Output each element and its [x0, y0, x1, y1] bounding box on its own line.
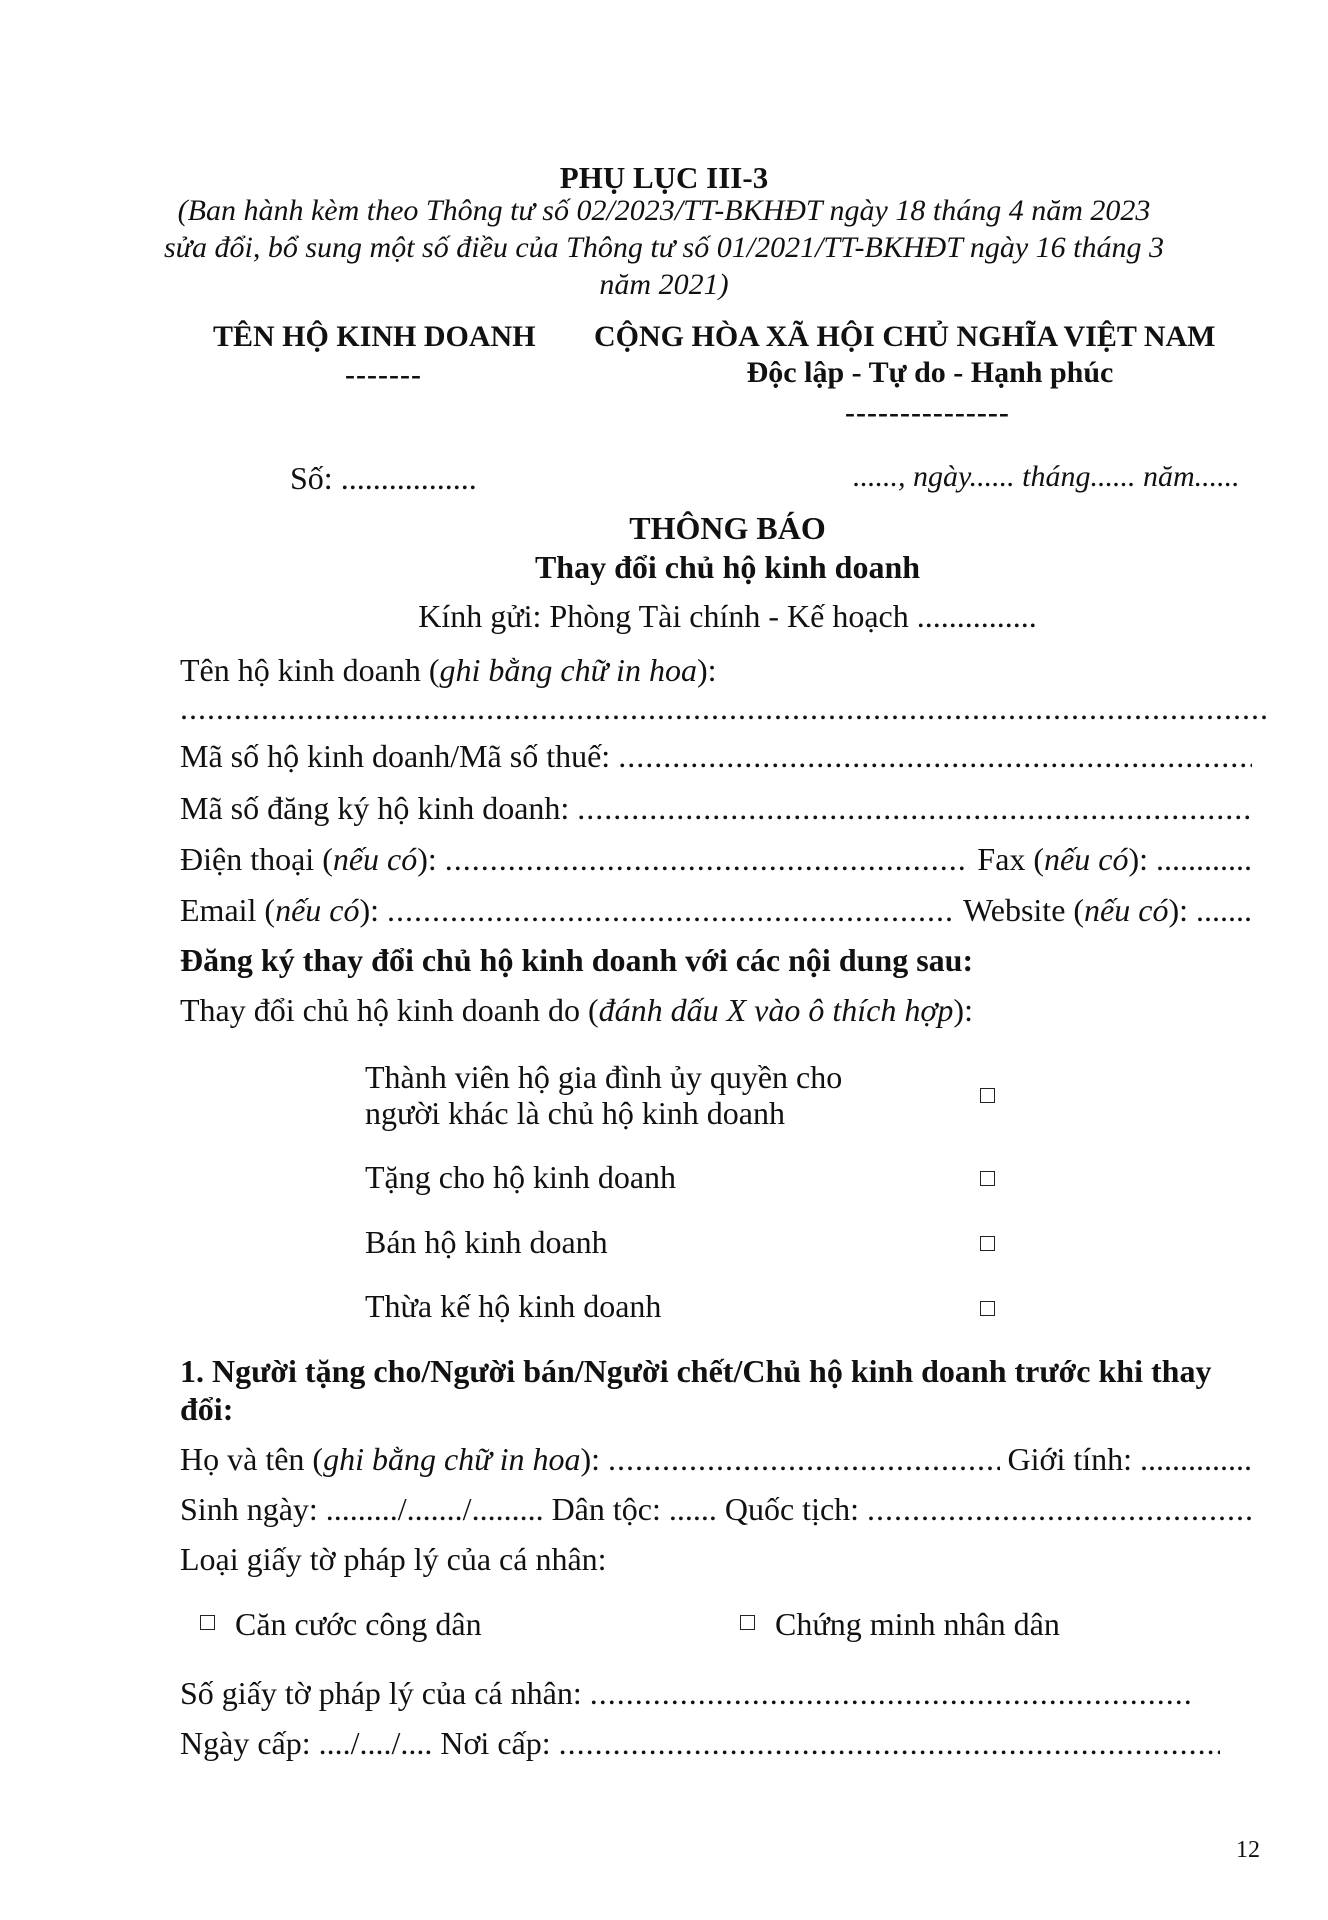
- change-reason-label: Thay đổi chủ hộ kinh doanh do (đánh dấu X vào ô thích hợp):: [180, 992, 973, 1028]
- change-heading: Đăng ký thay đổi chủ hộ kinh doanh với các nội dung sau:: [180, 942, 974, 978]
- appendix-note-line-1: (Ban hành kèm theo Thông tư số 02/2023/TT-BKHĐT ngày 18 tháng 4 năm 2023: [177, 194, 1151, 227]
- phone-field[interactable]: [445, 843, 970, 875]
- checkbox-identity-card[interactable]: [740, 1615, 755, 1630]
- checkbox-gift[interactable]: [980, 1171, 995, 1186]
- issue-place-field[interactable]: [559, 1727, 1220, 1759]
- tax-code-row: Mã số hộ kinh doanh/Mã số thuế: .....: [180, 740, 1252, 772]
- option-gift: Tặng cho hộ kinh doanh: [365, 1159, 677, 1195]
- document-number: Số: .................: [290, 460, 477, 496]
- website-field[interactable]: .......: [1196, 892, 1252, 928]
- tax-code-field[interactable]: [618, 740, 1252, 772]
- phone-fax-row: Điện thoại ( nếu có ): ..... Fax ( nếu có ): ............: [180, 843, 1252, 875]
- option-sale: Bán hộ kinh doanh: [365, 1224, 608, 1260]
- section-1-heading-line-2: đổi:: [180, 1391, 234, 1427]
- issuer-divider: -------: [345, 358, 422, 391]
- birth-ethnicity-row: Sinh ngày: ........./......./......... Dân tộc: ...... Quốc tịch: .....: [180, 1493, 1252, 1525]
- option-authorized-line-2: người khác là chủ hộ kinh doanh: [365, 1095, 785, 1131]
- issuer-name: TÊN HỘ KINH DOANH: [213, 320, 536, 353]
- nation-motto: Độc lập - Tự do - Hạnh phúc: [746, 356, 1114, 389]
- business-name-field[interactable]: .........................................................................................................................: [180, 690, 1269, 726]
- registration-code-row: Mã số đăng ký hộ kinh doanh: .....: [180, 792, 1252, 824]
- option-inheritance: Thừa kế hộ kinh doanh: [365, 1288, 662, 1324]
- business-name-label: Tên hộ kinh doanh (ghi bằng chữ in hoa):: [180, 652, 717, 688]
- option-authorized-line-1: Thành viên hộ gia đình ủy quyền cho: [365, 1059, 843, 1095]
- doc-number-field[interactable]: [590, 1677, 1195, 1709]
- checkbox-sale[interactable]: [980, 1236, 995, 1251]
- appendix-note-line-3: năm 2021): [599, 268, 729, 301]
- gender-field[interactable]: ..............: [1140, 1441, 1252, 1477]
- email-website-row: Email ( nếu có ): ..... Website ( nếu có ): .......: [180, 894, 1252, 926]
- page-number: 12: [1236, 1837, 1260, 1863]
- notice-title: THÔNG BÁO: [629, 510, 826, 546]
- doc-number-row: Số giấy tờ pháp lý của cá nhân: .....: [180, 1677, 1195, 1709]
- section-1-heading-line-1: 1. Người tặng cho/Người bán/Người chết/Chủ hộ kinh doanh trước khi thay: [180, 1353, 1212, 1389]
- checkbox-citizen-id[interactable]: [200, 1615, 215, 1630]
- motto-divider: ---------------: [845, 396, 1010, 429]
- document-date: ......, ngày...... tháng...... năm......: [853, 460, 1240, 493]
- nationality-field[interactable]: [867, 1493, 1252, 1525]
- fax-field[interactable]: ............: [1156, 841, 1252, 877]
- fullname-row: Họ và tên ( ghi bằng chữ in hoa ): ..... Giới tính: ..............: [180, 1443, 1252, 1475]
- email-field[interactable]: [387, 894, 955, 926]
- notice-subtitle: Thay đổi chủ hộ kinh doanh: [534, 549, 921, 585]
- fullname-field[interactable]: [608, 1443, 999, 1475]
- checkbox-inheritance[interactable]: [980, 1301, 995, 1316]
- issue-date-row: Ngày cấp: ..../..../.... Nơi cấp: .....: [180, 1727, 1220, 1759]
- checkbox-authorized[interactable]: [980, 1088, 995, 1103]
- doc-option-identity-card: Chứng minh nhân dân: [775, 1606, 1060, 1642]
- registration-code-field[interactable]: [577, 792, 1252, 824]
- appendix-title: PHỤ LỤC III-3: [559, 160, 769, 195]
- appendix-note-line-2: sửa đổi, bổ sung một số điều của Thông tư số 01/2021/TT-BKHĐT ngày 16 tháng 3: [163, 231, 1164, 264]
- doc-option-citizen-id: Căn cước công dân: [235, 1606, 482, 1642]
- legal-doc-type-label: Loại giấy tờ pháp lý của cá nhân:: [180, 1541, 607, 1577]
- nation-name: CỘNG HÒA XÃ HỘI CHỦ NGHĨA VIỆT NAM: [594, 320, 1216, 353]
- recipient-line: Kính gửi: Phòng Tài chính - Kế hoạch ...............: [418, 598, 1037, 634]
